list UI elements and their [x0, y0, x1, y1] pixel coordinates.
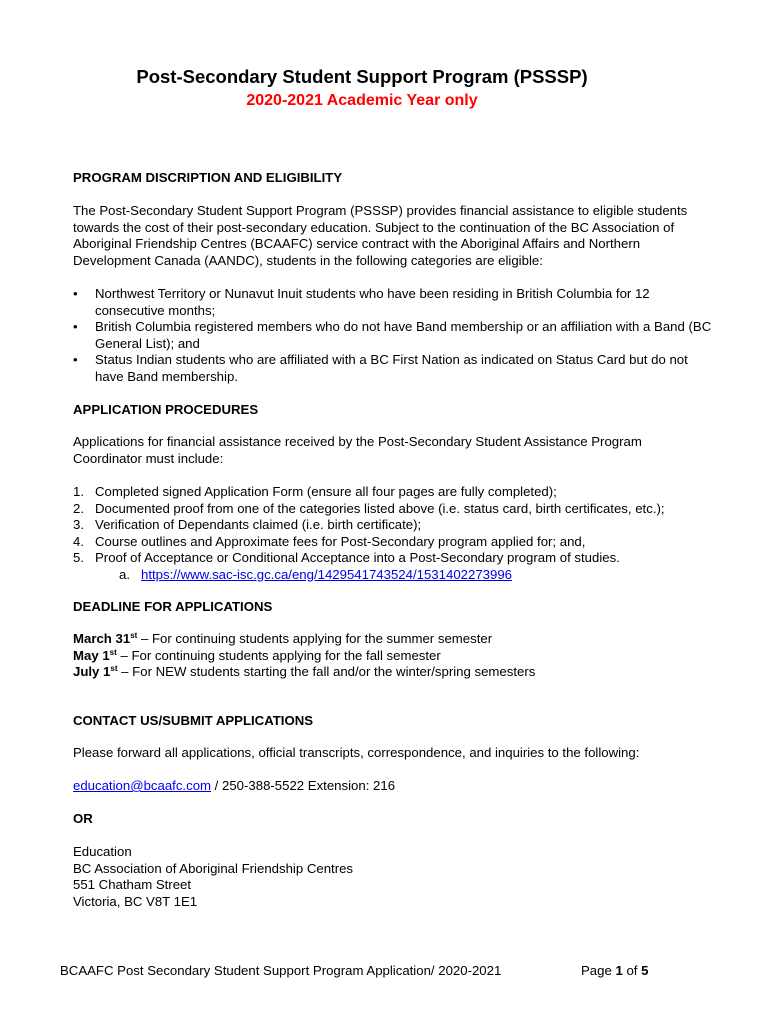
or-separator: OR	[73, 811, 93, 826]
procedures-heading-block	[73, 402, 713, 419]
date-suffix: st	[110, 664, 118, 673]
sub-list-item	[73, 567, 713, 584]
list-item	[73, 517, 713, 534]
section-heading-description: PROGRAM DISCRIPTION AND ELIGIBILITY	[73, 170, 343, 185]
sac-isc-link[interactable]: https://www.sac-isc.gc.ca/eng/1429541743524/1531402273996	[141, 566, 512, 582]
deadlines-list-block	[73, 631, 713, 681]
page-total: 5	[641, 963, 649, 978]
procedures-intro: Applications for financial assistance received by the Post-Secondary Student Assistance Program Coordinator must include:	[73, 434, 642, 466]
list-item	[73, 319, 713, 352]
footer-document-title: BCAAFC Post Secondary Student Support Program Application/ 2020-2021	[60, 963, 502, 978]
deadline-text: – For NEW students starting the fall and/or the winter/spring semesters	[117, 664, 536, 679]
step-number: 1.	[73, 484, 84, 499]
contact-heading-block	[73, 713, 713, 730]
bullet-icon: •	[73, 319, 78, 334]
list-item	[73, 534, 713, 551]
deadline-date: May 1	[73, 647, 110, 663]
deadline-text: – For continuing students applying for the summer semester	[137, 631, 493, 646]
deadline-item	[73, 664, 713, 681]
section-heading-procedures: APPLICATION PROCEDURES	[73, 402, 259, 417]
section-heading-deadlines: DEADLINE FOR APPLICATIONS	[73, 599, 273, 614]
date-suffix: st	[130, 631, 138, 640]
step-text: Proof of Acceptance or Conditional Acceptance into a Post-Secondary program of studies.	[95, 550, 620, 565]
step-number: 2.	[73, 500, 84, 516]
step-text: Completed signed Application Form (ensure all four pages are fully completed);	[95, 484, 557, 499]
list-item	[73, 550, 713, 567]
eligibility-list	[73, 286, 713, 385]
eligibility-list-block	[73, 286, 713, 385]
list-item	[73, 286, 713, 319]
step-text: Documented proof from one of the categories listed above (i.e. status card, birth certificates, etc.);	[95, 500, 665, 516]
or-block	[73, 811, 713, 828]
list-item-text: Status Indian students who are affiliated with a BC First Nation as indicated on Status Card but do not have Band membership.	[95, 352, 688, 384]
deadline-item	[73, 631, 713, 648]
address-block	[73, 844, 713, 910]
list-item-text: British Columbia registered members who do not have Band membership or an affiliation with a Band (BC General List); and	[95, 319, 712, 351]
description-paragraph: The Post-Secondary Student Support Program (PSSSP) provides financial assistance to eligible students towards the cost of their post-secondary education. Subject to the continuation of the BC Association of Aboriginal Friendship Centres (BCAAFC) service contract with the Aboriginal Affairs and Northern Development Canada (AANDC), students in the following categories are eligible:	[73, 203, 688, 268]
bullet-icon: •	[73, 352, 78, 367]
bullet-icon: •	[73, 286, 78, 301]
contact-line	[73, 778, 713, 795]
page-subtitle: 2020-2021 Academic Year only	[246, 92, 478, 109]
deadline-date: July 1	[73, 664, 111, 679]
deadlines-heading-block	[73, 599, 713, 616]
deadline-item	[73, 648, 713, 665]
contact-intro: Please forward all applications, official transcripts, correspondence, and inquiries to the following:	[73, 745, 640, 760]
list-item-text: Northwest Territory or Nunavut Inuit students who have been residing in British Columbia for 12 consecutive months;	[95, 286, 650, 318]
procedures-intro-block	[73, 434, 713, 467]
page-title: Post-Secondary Student Support Program (PSSSP)	[136, 66, 588, 87]
footer-page-number	[581, 963, 648, 980]
deadline-date: March 31	[73, 631, 131, 646]
procedures-steps	[73, 484, 713, 567]
page-current: 1	[615, 963, 623, 978]
email-link[interactable]: education@bcaafc.com	[73, 778, 212, 793]
procedures-steps-block	[73, 484, 713, 583]
address-line: Victoria, BC V8T 1E1	[73, 893, 198, 909]
phone-text: / 250-388-5522 Extension: 216	[211, 778, 396, 793]
page-prefix: Page	[581, 963, 616, 978]
section-heading-contact: CONTACT US/SUBMIT APPLICATIONS	[73, 713, 314, 728]
sub-item-letter: a.	[119, 566, 130, 582]
description-heading-block	[73, 170, 713, 187]
contact-email-block	[73, 778, 713, 795]
address-line: BC Association of Aboriginal Friendship Centres	[73, 860, 354, 876]
list-item	[73, 501, 713, 518]
contact-intro-block	[73, 745, 713, 762]
deadline-text: – For continuing students applying for the fall semester	[116, 647, 441, 663]
step-number: 5.	[73, 550, 84, 565]
step-number: 3.	[73, 517, 84, 532]
description-paragraph-block	[73, 203, 713, 269]
address-line: Education	[73, 844, 132, 859]
page-sep: of	[622, 963, 642, 978]
list-item	[73, 352, 713, 385]
list-item	[73, 484, 713, 501]
step-text: Verification of Dependants claimed (i.e. birth certificate);	[95, 517, 422, 532]
address-line: 551 Chatham Street	[73, 877, 192, 892]
date-suffix: st	[109, 647, 117, 657]
step-number: 4.	[73, 533, 84, 549]
step-text: Course outlines and Approximate fees for Post-Secondary program applied for; and,	[95, 533, 586, 549]
